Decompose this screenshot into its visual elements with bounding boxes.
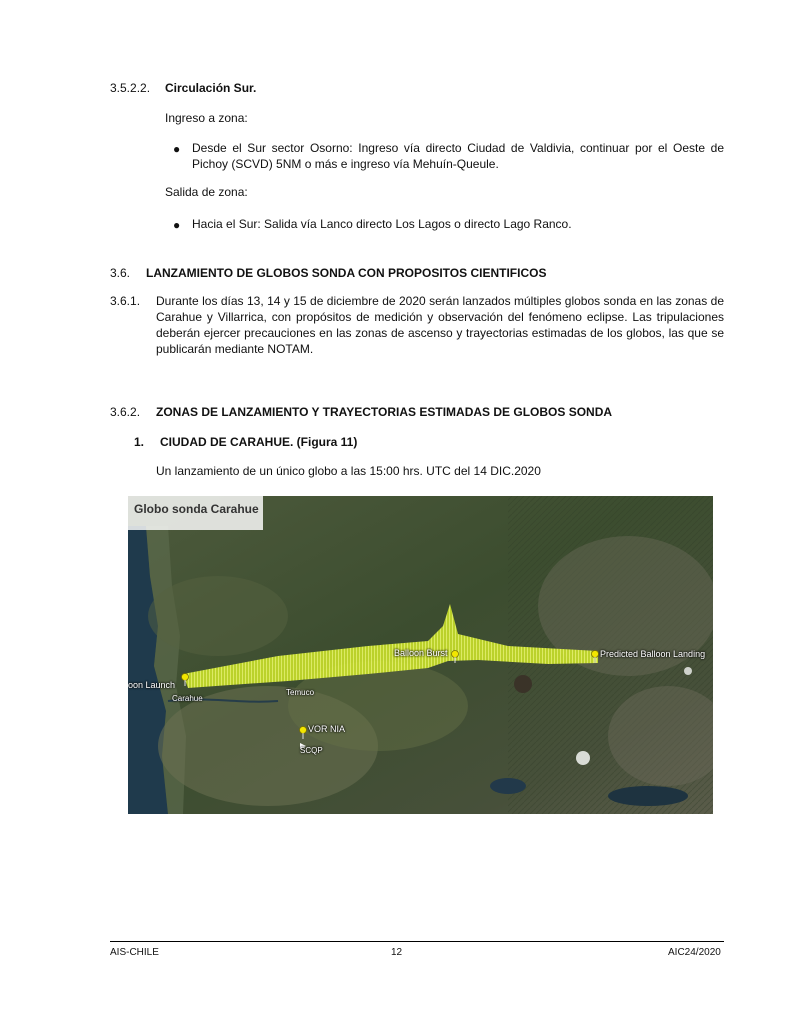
bullet-icon: ● bbox=[173, 142, 181, 156]
ingreso-label: Ingreso a zona: bbox=[165, 111, 248, 125]
map-label-burst: Balloon Burst bbox=[394, 648, 448, 658]
section-3522-title: Circulación Sur. bbox=[165, 81, 257, 95]
map-label-temuco: Temuco bbox=[286, 688, 315, 697]
footer-divider bbox=[110, 941, 724, 942]
salida-label: Salida de zona: bbox=[165, 185, 248, 199]
page-number: 12 bbox=[391, 947, 403, 958]
bullet-icon: ● bbox=[173, 218, 181, 232]
satellite-map-figure bbox=[128, 496, 713, 814]
map-label-scqp: SCQP bbox=[300, 746, 323, 755]
ingreso-bullet-text: Desde el Sur sector Osorno: Ingreso vía directo Ciudad de Valdivia, continuar por el Oeste de Pichoy (SCVD) 5NM o más e ingreso vía Mehuín-Queule. bbox=[192, 141, 724, 171]
map-title: Globo sonda Carahue bbox=[134, 502, 259, 516]
map-label-carahue: Carahue bbox=[172, 694, 203, 703]
item-text: Un lanzamiento de un único globo a las 15:00 hrs. UTC del 14 DIC.2020 bbox=[156, 464, 541, 478]
item-title: CIUDAD DE CARAHUE. (Figura 11) bbox=[160, 435, 358, 449]
section-36-number: 3.6. bbox=[110, 266, 131, 280]
footer-left: AIS-CHILE bbox=[110, 947, 159, 958]
section-362-title: ZONAS DE LANZAMIENTO Y TRAYECTORIAS ESTIMADAS DE GLOBOS SONDA bbox=[156, 405, 613, 419]
map-label-vor: VOR NIA bbox=[308, 724, 346, 734]
section-361-text: Durante los días 13, 14 y 15 de diciembre de 2020 serán lanzados múltiples globos sonda en las zonas de Carahue y Villarrica, con propósitos de medición y observación del fenómeno eclipse. Las tripulaciones deberán ejercer precauciones en las zonas de ascenso y trayectorias estimadas de los globos, las que se publicarán mediante NOTAM. bbox=[156, 294, 724, 356]
footer-right: AIC24/2020 bbox=[668, 947, 721, 958]
item-number: 1. bbox=[134, 435, 145, 449]
section-36-title: LANZAMIENTO DE GLOBOS SONDA CON PROPOSITOS CIENTIFICOS bbox=[146, 266, 547, 280]
section-3522-number: 3.5.2.2. bbox=[110, 81, 151, 95]
map-label-landing: Predicted Balloon Landing bbox=[600, 649, 706, 659]
map-label-launch: oon Launch bbox=[128, 680, 176, 690]
section-361-number: 3.6.1. bbox=[110, 294, 141, 308]
section-362-number: 3.6.2. bbox=[110, 405, 141, 419]
salida-bullet-text: Hacia el Sur: Salida vía Lanco directo Los Lagos o directo Lago Ranco. bbox=[192, 217, 572, 231]
map-title-box bbox=[128, 496, 263, 530]
